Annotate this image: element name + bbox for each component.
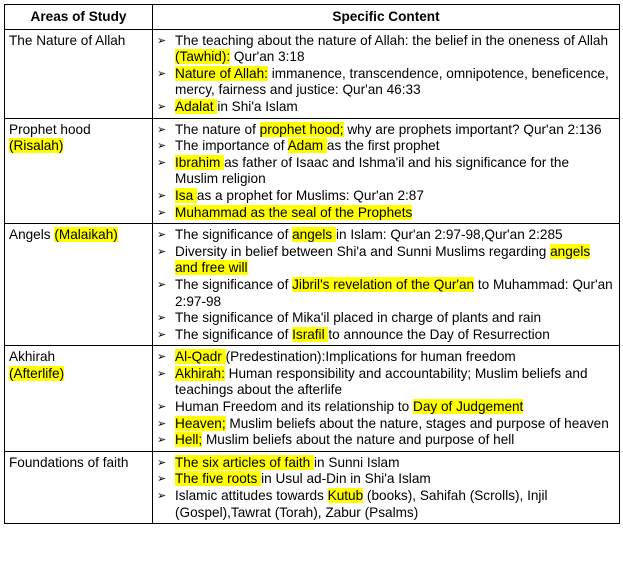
list-item <box>157 205 615 222</box>
arrow-bullet-icon: ➢ <box>157 99 167 113</box>
highlighted-text: Adalat <box>175 98 218 114</box>
highlighted-text: Jibril's revelation of the Qur'an <box>292 276 475 292</box>
list-item <box>157 327 615 344</box>
arrow-bullet-icon: ➢ <box>157 416 167 430</box>
highlighted-text: Ibrahim <box>175 154 225 170</box>
highlighted-text: (Malaikah) <box>54 227 118 243</box>
arrow-bullet-icon: ➢ <box>157 66 167 80</box>
list-item <box>157 416 615 433</box>
text-segment: Akhirah <box>9 349 56 365</box>
text-segment: The significance of <box>175 326 293 342</box>
list-item <box>157 366 615 399</box>
text-segment: as a prophet for Muslims: Qur'an 2:87 <box>196 187 424 203</box>
text-segment: Foundations of faith <box>9 454 129 470</box>
arrow-bullet-icon: ➢ <box>157 139 167 153</box>
arrow-bullet-icon: ➢ <box>157 244 167 258</box>
header-row <box>5 5 620 30</box>
text-segment: The importance of <box>175 138 288 154</box>
arrow-bullet-icon: ➢ <box>157 400 167 414</box>
table-row <box>5 346 620 452</box>
area-label <box>9 138 148 155</box>
text-segment: The teaching about the nature of Allah: the belief in the oneness of Allah <box>175 32 609 48</box>
table-row <box>5 29 620 118</box>
arrow-bullet-icon: ➢ <box>157 33 167 47</box>
text-segment: (Predestination):Implications for human freedom <box>225 349 516 365</box>
list-item <box>157 138 615 155</box>
list-item <box>157 432 615 449</box>
content-cell <box>153 346 620 452</box>
arrow-bullet-icon: ➢ <box>157 188 167 202</box>
highlighted-text: Kutub <box>327 488 364 504</box>
text-segment: in Shi'a Islam <box>217 98 298 114</box>
arrow-bullet-icon: ➢ <box>157 433 167 447</box>
list-item <box>157 99 615 116</box>
area-cell <box>5 346 153 452</box>
text-segment: The significance of Mika'il placed in charge of plants and rain <box>175 310 542 326</box>
highlighted-text: angels and free will <box>175 243 591 276</box>
content-list <box>157 455 615 521</box>
arrow-bullet-icon: ➢ <box>157 311 167 325</box>
list-item <box>157 488 615 521</box>
content-list <box>157 227 615 343</box>
list-item <box>157 349 615 366</box>
area-label <box>9 366 148 383</box>
arrow-bullet-icon: ➢ <box>157 489 167 503</box>
header-specific-content: Specific Content <box>153 5 620 30</box>
list-item <box>157 227 615 244</box>
content-cell <box>153 118 620 224</box>
highlighted-text: (Afterlife) <box>9 365 65 381</box>
table-row <box>5 451 620 523</box>
list-item <box>157 399 615 416</box>
text-segment: Islamic attitudes towards <box>175 488 328 504</box>
list-item <box>157 188 615 205</box>
highlighted-text: The five roots <box>175 471 262 487</box>
text-segment: to announce the Day of Resurrection <box>328 326 550 342</box>
highlighted-text: Al-Qadr <box>175 349 226 365</box>
text-segment: Muslim beliefs about the nature and purpose of hell <box>202 432 515 448</box>
text-segment: Qur'an 3:18 <box>230 49 305 65</box>
arrow-bullet-icon: ➢ <box>157 228 167 242</box>
table-row <box>5 224 620 346</box>
highlighted-text: angels <box>292 227 336 243</box>
table-row <box>5 118 620 224</box>
content-list <box>157 122 615 222</box>
area-label <box>9 122 148 139</box>
list-item <box>157 33 615 66</box>
list-item <box>157 310 615 327</box>
arrow-bullet-icon: ➢ <box>157 350 167 364</box>
area-label <box>9 33 148 50</box>
highlighted-text: (Risalah) <box>9 138 64 154</box>
text-segment: Angels <box>9 227 55 243</box>
highlighted-text: Israfil <box>292 326 329 342</box>
content-cell <box>153 224 620 346</box>
highlighted-text: Nature of Allah: <box>175 65 268 81</box>
list-item <box>157 455 615 472</box>
text-segment: The significance of <box>175 227 293 243</box>
content-cell <box>153 451 620 523</box>
list-item <box>157 66 615 99</box>
highlighted-text: Akhirah: <box>175 365 225 381</box>
text-segment: (books), Sahifah (Scrolls), Injil (Gospel),Tawrat (Torah), Zabur (Psalms) <box>175 488 548 520</box>
arrow-bullet-icon: ➢ <box>157 366 167 380</box>
arrow-bullet-icon: ➢ <box>157 327 167 341</box>
arrow-bullet-icon: ➢ <box>157 155 167 169</box>
highlighted-text: Adam <box>287 138 327 154</box>
highlighted-text: Isa <box>175 187 197 203</box>
area-cell <box>5 451 153 523</box>
area-label <box>9 349 148 366</box>
text-segment: why are prophets important? Qur'an 2:136 <box>343 121 602 137</box>
text-segment: in Islam: Qur'an 2:97-98,Qur'an 2:285 <box>335 227 563 243</box>
list-item <box>157 122 615 139</box>
arrow-bullet-icon: ➢ <box>157 205 167 219</box>
text-segment: Diversity in belief between Shi'a and Sunni Muslims regarding <box>175 243 551 259</box>
highlighted-text: (Tawhid): <box>175 49 231 65</box>
area-cell <box>5 118 153 224</box>
highlighted-text: Hell; <box>175 432 203 448</box>
area-cell <box>5 224 153 346</box>
header-areas-of-study: Areas of Study <box>5 5 153 30</box>
study-table <box>4 4 620 524</box>
text-segment: in Usul ad-Din in Shi'a Islam <box>261 471 431 487</box>
arrow-bullet-icon: ➢ <box>157 277 167 291</box>
table-body <box>5 29 620 524</box>
content-list <box>157 33 615 116</box>
arrow-bullet-icon: ➢ <box>157 472 167 486</box>
list-item <box>157 277 615 310</box>
text-segment: Muslim beliefs about the nature, stages and purpose of heaven <box>225 415 609 431</box>
highlighted-text: Heaven; <box>175 415 226 431</box>
area-label <box>9 455 148 472</box>
arrow-bullet-icon: ➢ <box>157 455 167 469</box>
arrow-bullet-icon: ➢ <box>157 122 167 136</box>
text-segment: in Sunni Islam <box>314 454 400 470</box>
content-cell <box>153 29 620 118</box>
list-item <box>157 471 615 488</box>
text-segment: as father of Isaac and Ishma'il and his significance for the Muslim religion <box>175 154 570 187</box>
highlighted-text: The six articles of faith <box>175 454 315 470</box>
text-segment: Human Freedom and its relationship to <box>175 399 414 415</box>
area-cell <box>5 29 153 118</box>
list-item <box>157 155 615 188</box>
highlighted-text: prophet hood; <box>259 121 344 137</box>
highlighted-text: Muhammad as the seal of the Prophets <box>175 204 413 220</box>
text-segment: Human responsibility and accountability; Muslim beliefs and teachings about the afterlife <box>175 365 588 398</box>
content-list <box>157 349 615 449</box>
text-segment: The nature of <box>175 121 260 137</box>
list-item <box>157 244 615 277</box>
text-segment: to Muhammad: Qur'an 2:97-98 <box>175 276 613 309</box>
text-segment: immanence, transcendence, omnipotence, beneficence, mercy, fairness and justice: Qur'an 46:33 <box>175 65 609 98</box>
text-segment: The Nature of Allah <box>9 32 126 48</box>
text-segment: as the first prophet <box>326 138 440 154</box>
text-segment: Prophet hood <box>9 121 91 137</box>
text-segment: The significance of <box>175 276 293 292</box>
area-label <box>9 227 148 244</box>
highlighted-text: Day of Judgement <box>413 399 524 415</box>
